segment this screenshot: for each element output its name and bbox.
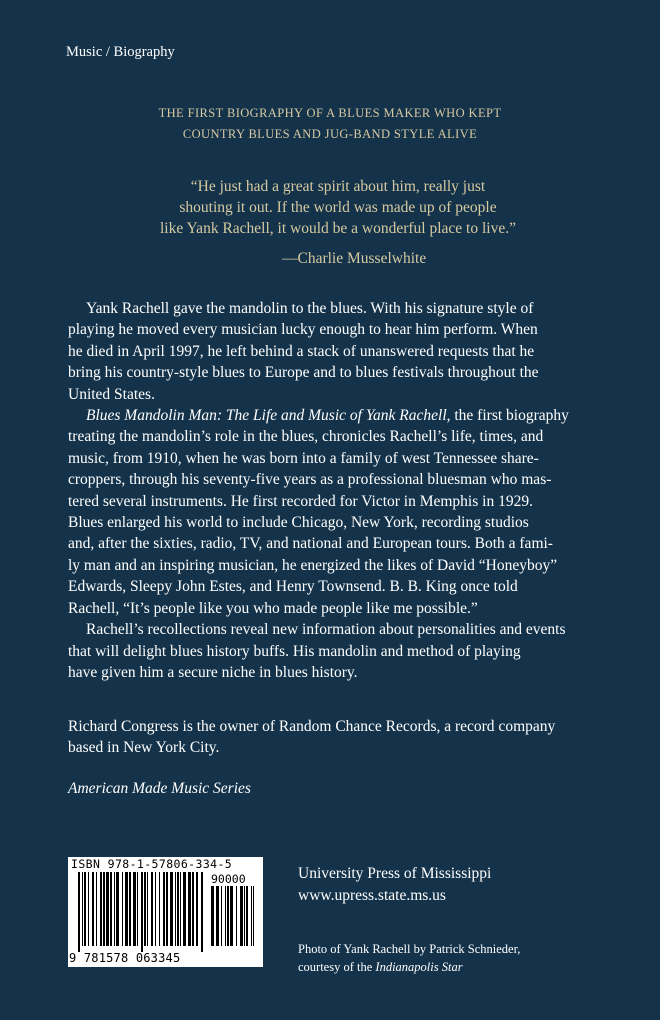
newspaper-name: Indianapolis Star [375,959,463,974]
price-code: 90000 [211,872,246,886]
barcode-bar [244,886,245,946]
barcode-bar [116,872,119,946]
description-line: playing he moved every musician lucky enough to hear him perform. When [68,321,538,339]
barcode-bar [110,872,112,946]
barcode-bar [253,886,254,946]
description-line: music, from 1910, when he was born into a family of west Tennessee share- [68,449,539,467]
barcode-bar [221,886,222,946]
barcode-bar [251,886,252,946]
book-title: Blues Mandolin Man: The Life and Music of Yank Rachell [86,407,447,425]
barcode-bar [236,886,237,946]
barcode-bar [122,872,123,946]
publisher-name: University Press of Mississippi [298,865,492,882]
description-line: have given him a secure niche in blues history. [68,663,358,681]
barcode-bar [240,886,243,946]
barcode-bar [144,872,146,946]
description [68,298,613,683]
barcode-bar [163,872,165,946]
barcode-bar [82,872,83,946]
author-bio-line: Richard Congress is the owner of Random Chance Records, a record company [68,718,556,735]
barcode-bar [88,872,89,946]
barcode-bar [188,872,191,946]
photo-credit-line [298,959,520,977]
quote-attribution: —Charlie Musselwhite [282,250,427,267]
headline-line: THE FIRST BIOGRAPHY OF A BLUES MAKER WHO KEPT [158,106,502,120]
barcode-bar [225,886,226,946]
barcode-bar [183,872,186,946]
description-line: Yank Rachell gave the mandolin to the blues. With his signature style of [86,300,534,317]
description-line: Blues enlarged his world to include Chicago, New York, recording studios [68,514,529,532]
barcode-bar [227,886,229,946]
description-line: croppers, through his seventy-five years as a professional bluesman who mas- [68,471,552,489]
barcode-bar [96,872,97,946]
barcode-bar [147,872,148,946]
description-line: and, after the sixties, radio, TV, and national and European tours. Both a fami- [68,535,553,553]
ean-bars [78,872,206,952]
addon-bars [211,886,259,952]
barcode-bar [103,872,105,946]
blurb-quote [0,176,660,239]
headline [0,103,660,145]
barcode-bar [137,872,138,946]
barcode-bar [201,872,203,952]
description-line: Rachell, “It’s people like you who made people like me possible.” [68,599,478,617]
barcode-bar [180,872,181,946]
barcode-bar [129,872,131,946]
description-line: United States. [68,385,155,403]
category-label: Music / Biography [66,44,175,60]
barcode-bar [92,872,94,946]
headline-line: COUNTRY BLUES AND JUG-BAND STYLE ALIVE [182,127,478,141]
barcode-bar [177,872,179,946]
quote-line: “He just had a great spirit about him, really just [190,178,486,195]
description-line: that will delight blues history buffs. His mandolin and method of playing [68,642,521,660]
barcode-bar [230,886,233,946]
barcode-bar [100,872,102,946]
publisher-url[interactable]: www.upress.state.ms.us [298,886,446,904]
barcode-bar [78,872,80,952]
barcode-bar [155,872,156,946]
description-line: ly man and an inspiring musician, he energized the likes of David “Honeyboy” [68,556,558,574]
barcode-bar [192,872,194,946]
barcode-bar [114,872,115,946]
author-bio [68,716,628,758]
barcode-bar [106,872,109,946]
description-line: treating the mandolin’s role in the blues, chronicles Rachell’s life, times, and [68,428,544,446]
publisher [298,863,491,906]
author-bio-line: based in New York City. [68,739,220,756]
isbn-label: ISBN 978-1-57806-334-5 [71,857,233,871]
barcode-bar [246,886,248,946]
quote-line: shouting it out. If the world was made up of people [179,199,497,216]
ean-digits: 9 781578 063345 [69,951,181,965]
photo-credit-line: Photo of Yank Rachell by Patrick Schnieder, [298,942,521,956]
barcode-bar [211,886,214,946]
description-line [68,405,613,426]
barcode-bar [141,872,143,952]
barcode-bar [159,872,160,946]
barcode-bar [166,872,168,946]
barcode-bar [175,872,176,946]
barcode-bar [125,872,128,946]
barcode-bar [196,872,198,946]
description-line: tered several instruments. He first recorded for Victor in Memphis in 1929. [68,492,533,510]
barcode-bar [133,872,136,946]
description-line: bring his country-style blues to Europe and to blues festivals throughout the [68,364,539,382]
series-name: American Made Music Series [68,780,251,797]
barcode-bar [170,872,173,946]
photo-credit-text: courtesy of the [298,959,376,974]
description-text: , the first biography [446,407,569,425]
description-line: Edwards, Sleepy John Estes, and Henry Townsend. B. B. King once told [68,578,518,596]
barcode-bar [151,872,153,946]
quote-line: like Yank Rachell, it would be a wonderful place to live.” [160,220,516,237]
description-line: Rachell’s recollections reveal new information about personalities and events [86,621,566,639]
barcode [68,857,263,967]
barcode-bar [84,872,86,946]
photo-credit [298,941,520,976]
description-line: he died in April 1997, he left behind a stack of unanswered requests that he [68,342,535,360]
barcode-bar [216,886,219,946]
